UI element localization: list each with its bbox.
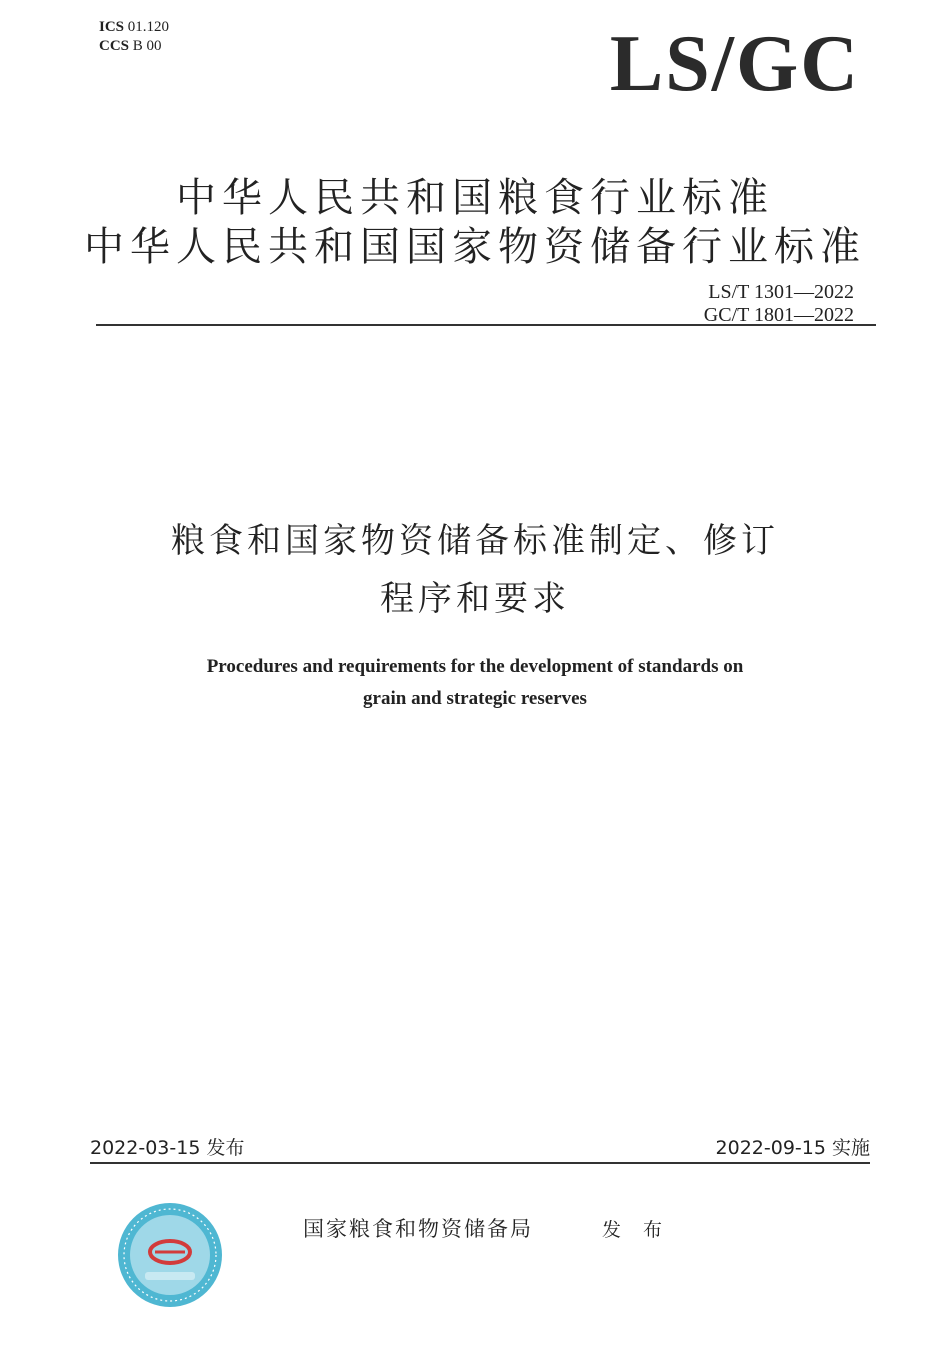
standard-number-ls: LS/T 1301—2022 <box>708 281 854 303</box>
footer-divider <box>90 1162 870 1164</box>
ccs-line: CCS B 00 <box>99 38 162 54</box>
standard-category-title-1: 中华人民共和国粮食行业标准 <box>176 175 774 221</box>
ics-line: ICS 01.120 <box>99 19 170 35</box>
standard-number-gc: GC/T 1801—2022 <box>703 304 854 326</box>
ccs-code: B 00 <box>132 38 162 54</box>
document-title-cn-line1: 粮食和国家物资储备标准制定、修订 <box>171 521 779 561</box>
anti-counterfeit-seal-icon <box>115 1200 225 1310</box>
effective-date: 2022-09-15 实施 <box>715 1137 870 1159</box>
standard-category-title-2: 中华人民共和国国家物资储备行业标准 <box>84 224 866 270</box>
issued-label: 发 布 <box>602 1219 671 1241</box>
standard-logo: LS/GC <box>609 20 860 108</box>
seal-label-band <box>145 1272 195 1280</box>
classification-codes <box>99 18 169 56</box>
document-title-cn-line2: 程序和要求 <box>380 579 570 619</box>
seal-inner-disc <box>130 1215 210 1295</box>
ics-code: 01.120 <box>127 19 170 35</box>
document-title-en-line1: Procedures and requirements for the development of standards on <box>206 656 744 677</box>
issuing-authority: 国家粮食和物资储备局 <box>303 1217 533 1241</box>
header-divider <box>96 324 876 326</box>
document-title-en-line2: grain and strategic reserves <box>363 688 587 709</box>
publish-date: 2022-03-15 发布 <box>90 1137 245 1159</box>
